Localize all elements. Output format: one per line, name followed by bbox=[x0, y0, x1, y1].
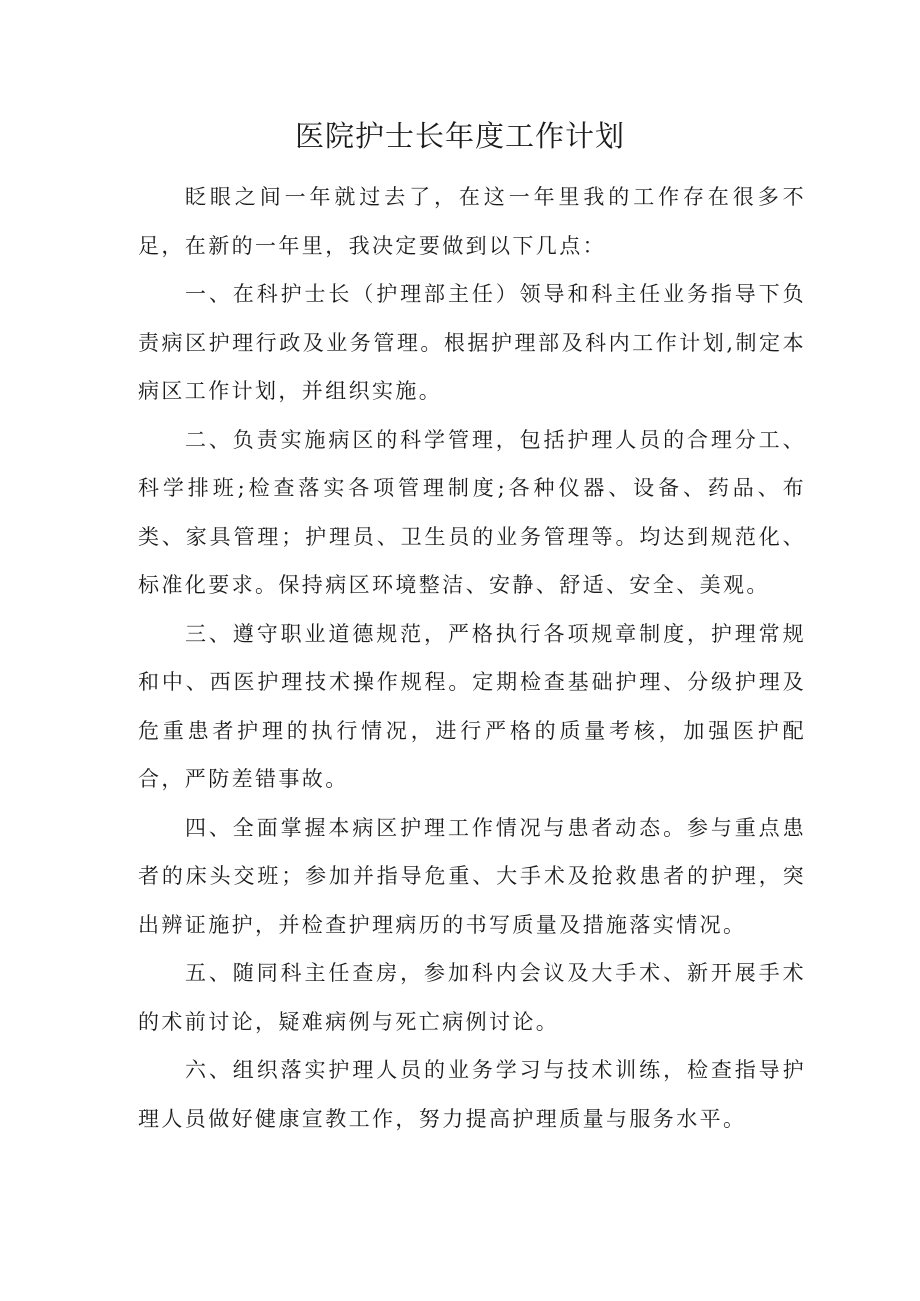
paragraph-item-6: 六、组织落实护理人员的业务学习与技术训练，检查指导护理人员做好健康宣教工作，努力提高护理质量与服务水平。 bbox=[138, 1058, 806, 1131]
paragraph-intro: 眨眼之间一年就过去了，在这一年里我的工作存在很多不足，在新的一年里，我决定要做到以下几点： bbox=[138, 185, 806, 258]
document-body bbox=[138, 173, 806, 1143]
document-title: 医院护士长年度工作计划 bbox=[294, 119, 625, 153]
paragraph-item-2: 二、负责实施病区的科学管理，包括护理人员的合理分工、科学排班;检查落实各项管理制度;各种仪器、设备、药品、布类、家具管理；护理员、卫生员的业务管理等。均达到规范化、标准化要求。保持病区环境整洁、安静、舒适、安全、美观。 bbox=[138, 427, 806, 597]
paragraph-item-3: 三、遵守职业道德规范，严格执行各项规章制度，护理常规和中、西医护理技术操作规程。定期检查基础护理、分级护理及危重患者护理的执行情况，进行严格的质量考核，加强医护配合，严防差错事故。 bbox=[138, 621, 806, 791]
paragraph-item-4: 四、全面掌握本病区护理工作情况与患者动态。参与重点患者的床头交班；参加并指导危重、大手术及抢救患者的护理，突出辨证施护，并检查护理病历的书写质量及措施落实情况。 bbox=[138, 815, 806, 937]
paragraph-item-5: 五、随同科主任查房，参加科内会议及大手术、新开展手术的术前讨论，疑难病例与死亡病例讨论。 bbox=[138, 961, 806, 1034]
paragraph-item-1: 一、在科护士长（护理部主任）领导和科主任业务指导下负责病区护理行政及业务管理。根据护理部及科内工作计划,制定本病区工作计划，并组织实施。 bbox=[138, 282, 806, 403]
